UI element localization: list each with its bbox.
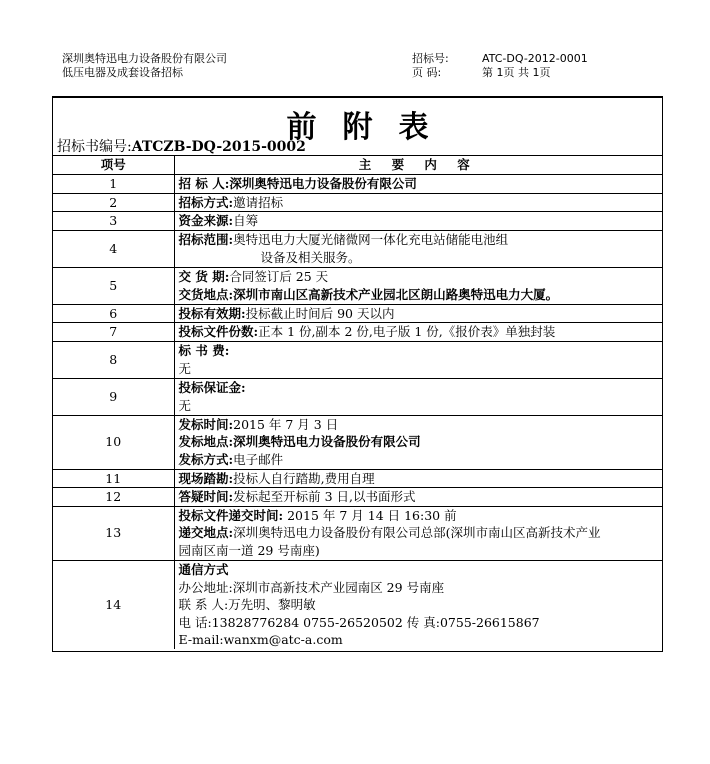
page-label: 页 码:: [412, 66, 442, 79]
table-row: [53, 378, 662, 415]
field-label: 递交地点:: [178, 525, 234, 541]
row-number: 5: [53, 267, 174, 304]
table-row: [53, 304, 662, 323]
table-row: [53, 506, 662, 560]
field-label: 标 书 费:: [178, 343, 230, 358]
table-row: [53, 469, 662, 488]
bid-number-label: 招标书编号:: [57, 139, 132, 155]
row-number: 10: [53, 415, 174, 469]
field-label: 交 货 期:: [178, 269, 230, 284]
field-label: 发标方式:: [178, 451, 234, 467]
field-label: 资金来源:: [178, 213, 234, 228]
field-value: 无: [178, 397, 192, 413]
row-number: 6: [53, 304, 174, 323]
header-project: 低压电器及成套设备招标: [62, 66, 183, 79]
field-value: 2015 年 7 月 3 日: [233, 416, 339, 432]
field-value: 深圳奥特迅电力设备股份有限公司总部(深圳市南山区高新技术产业: [233, 525, 601, 541]
row-number: 8: [53, 341, 174, 378]
field-label: 现场踏勘:: [178, 470, 234, 486]
row-number: 1: [53, 174, 174, 193]
field-value: 投标截止时间后 90 天以内: [245, 305, 395, 321]
appendix-table: [53, 155, 662, 649]
column-header-no: 项号: [53, 156, 174, 175]
header-left: [62, 52, 227, 80]
page-value: 第 1页 共 1页: [482, 66, 551, 79]
bid-number-value: ATCZB-DQ-2015-0002: [131, 139, 306, 155]
field-label: 交货地点:: [178, 286, 234, 302]
phone-fax: 电 话:13828776284 0755-26520502 传 真:0755-26615867: [178, 614, 540, 630]
row-number: 13: [53, 506, 174, 560]
appendix-table-frame: [52, 98, 663, 652]
row-number: 12: [53, 488, 174, 507]
doc-no-label: 招标号:: [412, 52, 449, 65]
field-label: 发标地点:: [178, 434, 234, 450]
table-row: [53, 212, 662, 231]
office-address: 办公地址:深圳市高新技术产业园南区 29 号南座: [178, 579, 445, 595]
field-value: 深圳奥特迅电力设备股份有限公司: [229, 175, 417, 191]
field-value: 深圳市南山区高新技术产业园北区朗山路奥特迅电力大厦。: [233, 286, 559, 302]
bid-number: [57, 136, 306, 156]
field-value: 自筹: [233, 213, 259, 228]
table-row: [53, 488, 662, 507]
table-row: [53, 415, 662, 469]
field-label: 招标范围:: [178, 232, 234, 247]
field-value: 正本 1 份,副本 2 份,电子版 1 份,《报价表》单独封装: [258, 324, 556, 339]
row-number: 2: [53, 193, 174, 212]
field-label: 答疑时间:: [178, 489, 234, 504]
field-value: 电子邮件: [233, 451, 284, 467]
table-row: [53, 323, 662, 342]
field-label: 通信方式: [178, 562, 229, 577]
row-number: 3: [53, 212, 174, 231]
row-number: 9: [53, 378, 174, 415]
field-label: 投标有效期:: [178, 305, 246, 321]
doc-no: ATC-DQ-2012-0001: [482, 52, 588, 65]
row-number: 7: [53, 323, 174, 342]
field-value-cont: 设备及相关服务。: [260, 249, 361, 265]
field-label: 招标方式:: [178, 194, 234, 210]
email: E-mail:wanxm@atc-a.com: [178, 632, 343, 647]
page-title: 前附表: [286, 110, 455, 145]
row-number: 14: [53, 560, 174, 649]
field-label: 招 标 人:: [178, 175, 230, 191]
column-header-content: 主 要 内 容: [174, 156, 662, 175]
contact-persons: 联 系 人:万先明、黎明敏: [178, 597, 316, 612]
field-value: 深圳奥特迅电力设备股份有限公司: [233, 434, 421, 450]
field-value: 2015 年 7 月 14 日 16:30 前: [283, 507, 457, 523]
table-row: [53, 341, 662, 378]
header-right: [412, 52, 588, 80]
table-row: [53, 230, 662, 267]
field-label: 投标保证金:: [178, 380, 246, 395]
row-number: 11: [53, 469, 174, 488]
field-label: 发标时间:: [178, 416, 234, 432]
table-row: [53, 560, 662, 649]
row-number: 4: [53, 230, 174, 267]
header-company: 深圳奥特迅电力设备股份有限公司: [62, 52, 227, 65]
table-row: [53, 193, 662, 212]
field-value: 邀请招标: [233, 194, 284, 210]
field-value: 发标起至开标前 3 日,以书面形式: [233, 489, 416, 504]
field-label: 投标文件份数:: [178, 324, 259, 339]
table-row: [53, 267, 662, 304]
field-value: 投标人自行踏勘,费用自理: [233, 470, 375, 486]
table-row: [53, 174, 662, 193]
field-value: 合同签订后 25 天: [229, 269, 329, 284]
field-value: 无: [178, 360, 192, 376]
field-label: 投标文件递交时间:: [178, 507, 284, 523]
field-value: 奥特迅电力大厦光储微网一体化充电站储能电池组: [233, 232, 509, 247]
field-value-cont: 园南区南一道 29 号南座): [178, 542, 320, 558]
